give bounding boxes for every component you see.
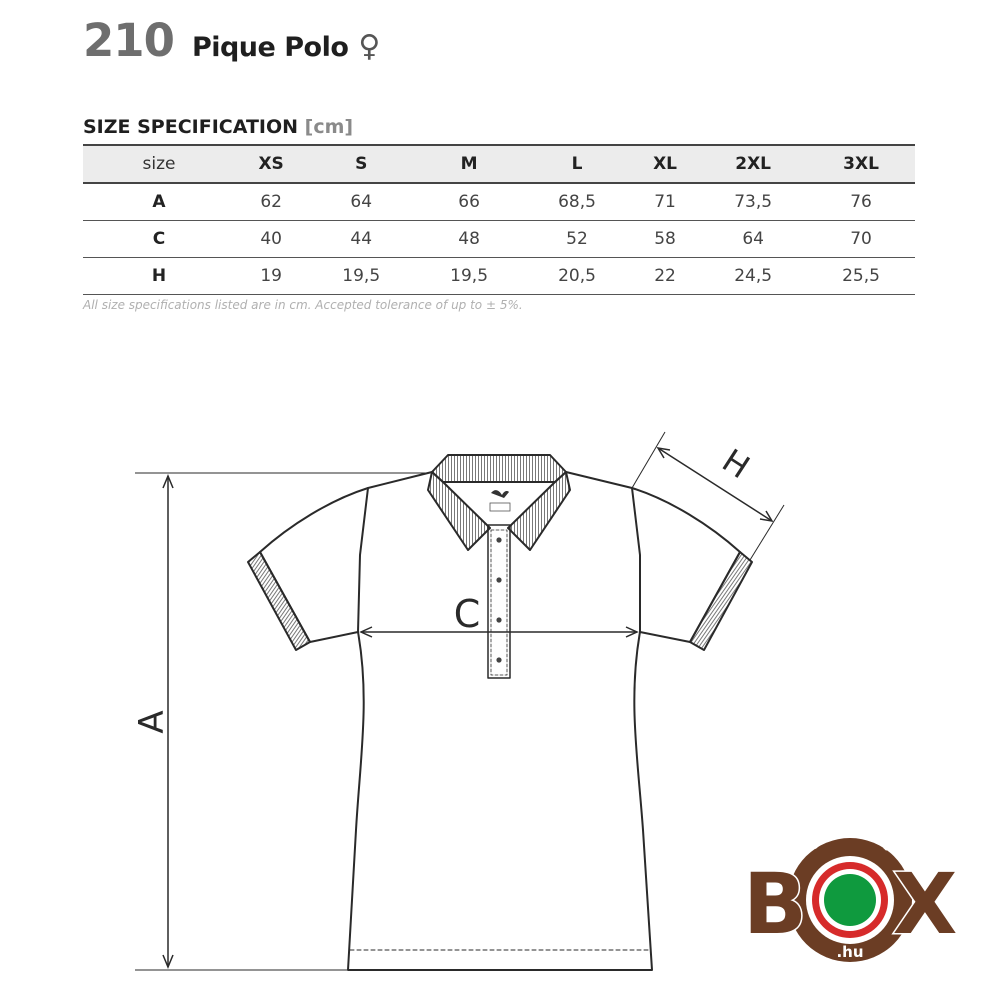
row-label: A <box>152 192 166 212</box>
column-header: XS <box>258 154 284 174</box>
collar-right <box>508 472 570 550</box>
table-cell: 68,5 <box>558 192 596 212</box>
label-tag <box>490 490 510 511</box>
collar-left <box>428 472 490 550</box>
table-cell: 24,5 <box>734 266 773 286</box>
table-cell: 64 <box>350 192 373 212</box>
logo-letter-x: X <box>892 855 958 953</box>
female-icon: ♀ <box>358 29 381 64</box>
table-cell: 22 <box>654 266 676 286</box>
column-header: L <box>571 154 583 174</box>
column-header: S <box>355 154 368 174</box>
column-header: 2XL <box>735 154 772 174</box>
column-header: 3XL <box>843 154 879 174</box>
label-c: C <box>453 592 481 636</box>
button <box>496 617 501 622</box>
logo-domain: .hu <box>836 943 864 961</box>
product-code: 210 <box>83 14 174 67</box>
table-cell: 73,5 <box>734 192 773 212</box>
button <box>496 657 501 662</box>
size-tag <box>490 503 510 511</box>
h-extension-top <box>632 432 665 488</box>
spec-unit: [cm] <box>304 116 354 138</box>
logo-letter-b: B <box>742 855 808 953</box>
table-cell: 19,5 <box>342 266 381 286</box>
label-h: H <box>715 441 757 487</box>
table-cell: 58 <box>654 229 676 249</box>
placket-stitch <box>491 530 507 675</box>
left-cuff <box>248 552 310 650</box>
trafikbox-logo <box>735 815 965 990</box>
product-name: Pique Polo <box>191 32 349 63</box>
table-cell: 48 <box>458 229 480 249</box>
table-cell: 64 <box>742 229 764 249</box>
column-header: size <box>142 154 176 174</box>
right-cuff <box>690 552 752 650</box>
table-cell: 40 <box>260 229 282 249</box>
buttons <box>496 537 501 662</box>
table-cell: 20,5 <box>558 266 596 286</box>
label-a: A <box>132 710 172 734</box>
table-cell: 76 <box>850 192 872 212</box>
table-cell: 19 <box>260 266 282 286</box>
table-cell: 66 <box>458 192 480 212</box>
table-cell: 44 <box>350 229 373 249</box>
logo-center-green <box>824 874 876 926</box>
row-label: H <box>151 266 167 286</box>
column-header: XL <box>653 154 678 174</box>
polo-outline <box>248 455 752 970</box>
table-cell: 62 <box>260 192 282 212</box>
button <box>496 577 501 582</box>
spec-title-text: SIZE SPECIFICATION <box>83 116 299 138</box>
table-cell: 70 <box>850 229 872 249</box>
table-cell: 19,5 <box>450 266 489 286</box>
column-header: M <box>460 154 478 174</box>
table-cell: 71 <box>654 192 676 212</box>
polo-body <box>348 472 652 970</box>
h-dimension-line <box>658 448 772 521</box>
left-sleeve <box>260 488 368 642</box>
logo-top-text: TRAFIK <box>801 818 899 856</box>
tolerance-note: All size specifications listed are in cm. Accepted tolerance of up to ± 5%. <box>83 298 523 312</box>
bird-icon <box>491 490 509 498</box>
right-sleeve <box>632 488 740 642</box>
collar-back <box>432 455 566 482</box>
table-cell: 52 <box>566 229 588 249</box>
row-label: C <box>152 229 166 249</box>
button <box>496 537 501 542</box>
table-cell: 25,5 <box>842 266 880 286</box>
